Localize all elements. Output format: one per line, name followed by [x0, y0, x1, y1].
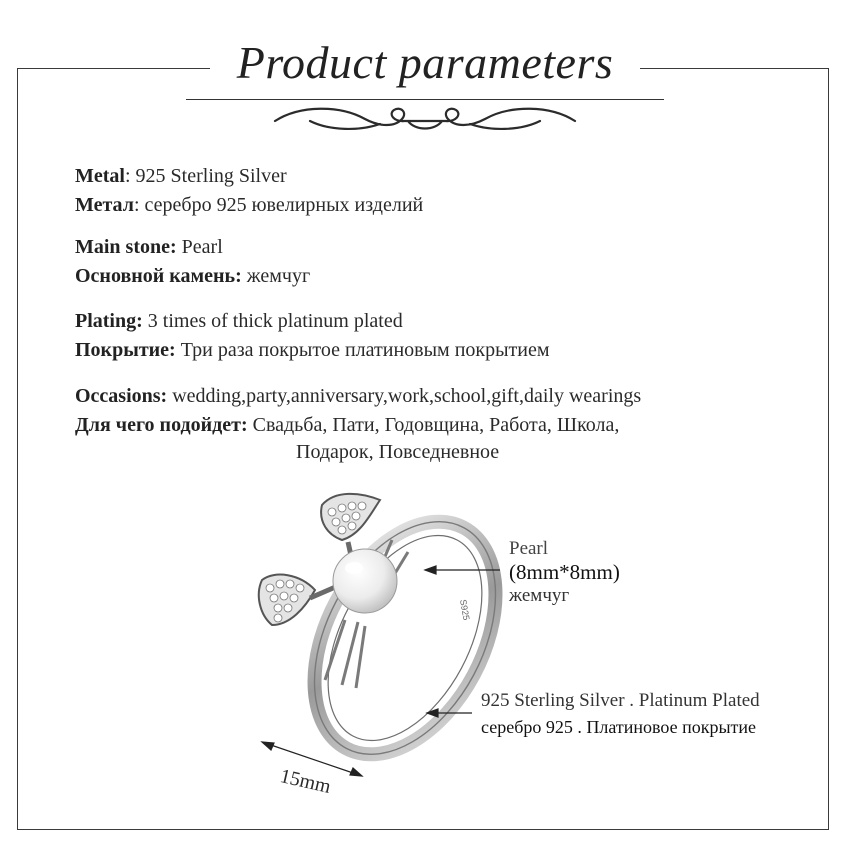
occasions-ru-label: Для чего подойдет:	[75, 414, 248, 436]
width-dimension: 15mm	[278, 765, 333, 798]
plating-label: Plating:	[75, 310, 143, 332]
pearl-label: Pearl	[509, 538, 549, 559]
plating-ru-value: Три раза покрытое платиновым покрытием	[175, 339, 550, 361]
plating-ru-label: Покрытие:	[75, 339, 176, 361]
occasions-value: wedding,party,anniversary,work,school,gift,daily wearings	[167, 385, 642, 407]
page-title: Product parameters	[236, 37, 614, 88]
pearl-size: (8mm*8mm)	[509, 560, 620, 584]
metal-ru-value: : серебро 925 ювелирных изделий	[133, 194, 424, 216]
stone-ru-value: жемчуг	[241, 265, 311, 287]
metal-note-ru: серебро 925 . Платиновое покрытие	[481, 717, 757, 737]
stone-label: Main stone:	[75, 236, 177, 258]
occasions-ru-value2: Подарок, Повседневное	[296, 441, 500, 463]
metal-ru-label: Метал	[75, 194, 134, 216]
metal-label: Metal	[75, 165, 125, 187]
occasions-label: Occasions:	[75, 385, 168, 407]
metal-note-en: 925 Sterling Silver . Platinum Plated	[481, 690, 760, 711]
stone-ru-label: Основной камень:	[75, 265, 242, 287]
metal-value: : 925 Sterling Silver	[124, 165, 287, 187]
ring-stamp: S925	[458, 598, 472, 622]
stone-value: Pearl	[176, 236, 223, 258]
plating-value: 3 times of thick platinum plated	[142, 310, 403, 332]
pearl-ru: жемчуг	[509, 585, 570, 606]
occasions-ru-value: Свадьба, Пати, Годовщина, Работа, Школа,	[247, 414, 620, 436]
